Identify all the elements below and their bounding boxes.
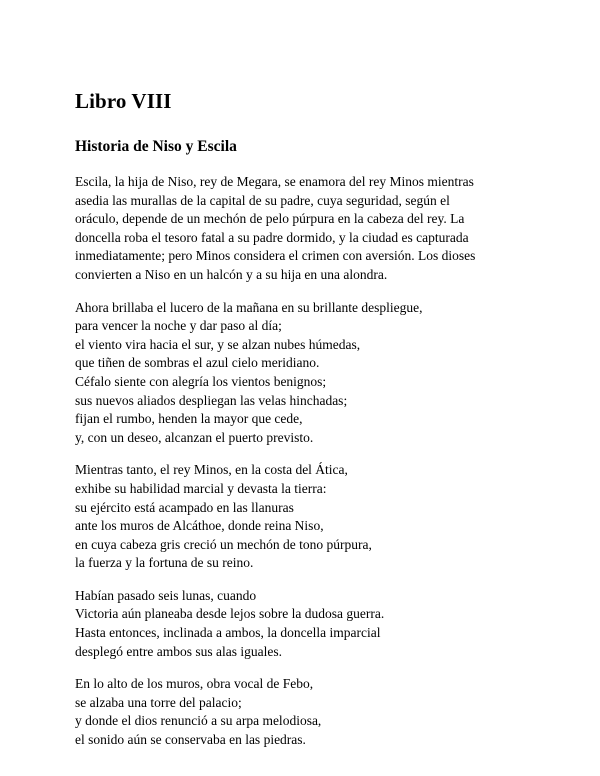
- summary-line: asedia las murallas de la capital de su padre, cuya seguridad, según el: [75, 192, 450, 208]
- verse-line: fijan el rumbo, henden la mayor que cede,: [75, 411, 303, 427]
- poem-stanza-2: [75, 461, 545, 573]
- section-title: Historia de Niso y Escila: [75, 138, 237, 155]
- verse-line: Hasta entonces, inclinada a ambos, la doncella imparcial: [75, 625, 381, 641]
- verse-line: Habían pasado seis lunas, cuando: [75, 587, 257, 603]
- book-title: Libro VIII: [75, 89, 172, 113]
- verse-line: el viento vira hacia el sur, y se alzan nubes húmedas,: [75, 336, 361, 352]
- summary-line: Escila, la hija de Niso, rey de Megara, se enamora del rey Minos mientras: [75, 174, 474, 189]
- verse-line: desplegó entre ambos sus alas iguales.: [75, 643, 282, 659]
- document-content: [75, 86, 545, 750]
- summary-line: convierten a Niso en un halcón y a su hija en una alondra.: [75, 266, 388, 282]
- verse-line: y, con un deseo, alcanzan el puerto previsto.: [75, 429, 314, 445]
- verse-line: ante los muros de Alcáthoe, donde reina Niso,: [75, 518, 324, 534]
- poem-stanza-4: [75, 675, 545, 749]
- summary-line: inmediatamente; pero Minos considera el crimen con aversión. Los dioses: [75, 248, 476, 264]
- verse-line: la fuerza y la fortuna de su reino.: [75, 555, 254, 571]
- verse-line: Victoria aún planeaba desde lejos sobre la dudosa guerra.: [75, 606, 385, 622]
- poem-stanza-3: [75, 587, 545, 661]
- verse-line: Mientras tanto, el rey Minos, en la costa del Ática,: [75, 462, 348, 478]
- summary-line: doncella roba el tesoro fatal a su padre dormido, y la ciudad es capturada: [75, 229, 469, 245]
- verse-line: que tiñen de sombras el azul cielo meridiano.: [75, 355, 320, 371]
- verse-line: y donde el dios renunció a su arpa melodiosa,: [75, 713, 322, 729]
- verse-line: el sonido aún se conservaba en las piedras.: [75, 732, 306, 748]
- verse-line: se alzaba una torre del palacio;: [75, 694, 242, 710]
- verse-line: Ahora brillaba el lucero de la mañana en su brillante despliegue,: [75, 299, 423, 315]
- verse-line: En lo alto de los muros, obra vocal de Febo,: [75, 676, 314, 692]
- verse-line: en cuya cabeza gris creció un mechón de tono púrpura,: [75, 536, 372, 552]
- verse-line: sus nuevos aliados despliegan las velas hinchadas;: [75, 392, 348, 408]
- verse-line: Céfalo siente con alegría los vientos benignos;: [75, 373, 327, 389]
- verse-line: para vencer la noche y dar paso al día;: [75, 318, 282, 334]
- verse-line: exhibe su habilidad marcial y devasta la tierra:: [75, 480, 327, 496]
- summary-paragraph: [75, 173, 545, 285]
- summary-line: oráculo, depende de un mechón de pelo púrpura en la cabeza del rey. La: [75, 211, 465, 227]
- poem-stanza-1: [75, 299, 545, 448]
- verse-line: su ejército está acampado en las llanuras: [75, 499, 294, 515]
